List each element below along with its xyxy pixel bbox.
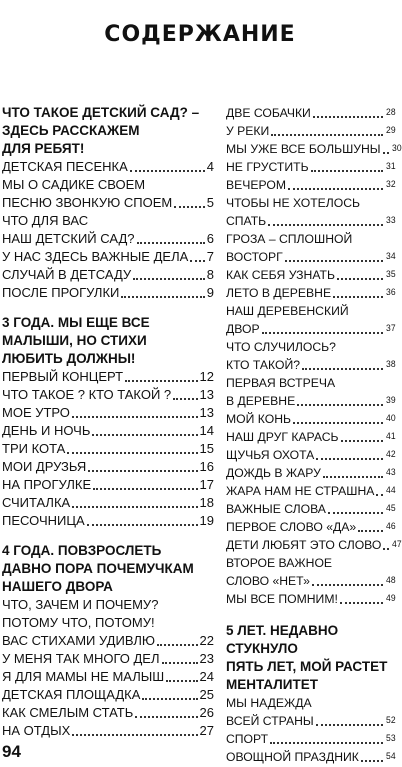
dot-leader [316,458,383,460]
toc-entry[interactable] [226,212,396,230]
toc-entry-title: ЩУЧЬЯ ОХОТА [226,448,315,462]
dot-leader [270,742,383,744]
toc-entry[interactable] [226,464,396,482]
toc-entry-page: 43 [386,467,396,478]
dot-leader [312,584,384,586]
toc-entry-title: ЧТО ТАКОЕ ? КТО ТАКОЙ ? [2,387,172,402]
toc-entry-title: ПЕРВОЕ СЛОВО «ДА» [226,520,357,534]
toc-entry-page: 16 [199,459,214,474]
toc-entry-title: ВАЖНЫЕ СЛОВА [226,502,326,516]
toc-section [2,542,214,740]
toc-entry[interactable] [2,404,214,422]
dot-leader [268,224,383,226]
toc-entry[interactable] [2,284,214,302]
toc-entry-page: 13 [199,405,214,420]
toc-entry-title: В ДЕРЕВНЕ [226,394,296,408]
section-title: ДЛЯ РЕБЯТ! [2,141,85,156]
dot-leader [87,524,198,526]
toc-entry-page: 4 [206,159,214,174]
dot-leader [173,398,197,400]
toc-entry[interactable] [2,158,214,176]
toc-entry-page: 19 [199,513,214,528]
toc-entry-title: ПЕСНЮ ЗВОНКУЮ СПОЕМ [2,195,173,210]
section-title: ПЯТЬ ЛЕТ, МОЙ РАСТЕТ [226,659,388,674]
toc-entry[interactable] [2,704,214,722]
toc-entry-page: 33 [386,215,396,226]
toc-entry-title: МЫ ВСЕ ПОМНИМ! [226,592,338,606]
toc-entry-page: 47 [392,539,402,550]
toc-entry-page: 9 [206,285,214,300]
page-number: 94 [2,742,21,761]
dot-leader [133,278,205,280]
toc-entry-page: 24 [199,669,214,684]
toc-entry-title: ТРИ КОТА [2,441,66,456]
toc-entry-title: У МЕНЯ ТАК МНОГО ДЕЛ [2,651,160,666]
toc-entry[interactable] [226,356,396,374]
toc-entry-page: 17 [199,477,214,492]
toc-entry[interactable] [226,392,396,410]
toc-entry-title: КТО ТАКОЙ? [226,358,301,372]
toc-entry-title: МОЙ КОНЬ [226,412,292,426]
toc-entry-page: 30 [391,143,402,154]
toc-entry-title: ДЕНЬ И НОЧЬ [2,423,91,438]
toc-entry[interactable] [226,158,396,176]
dot-leader [135,716,197,718]
toc-entry-page: 35 [386,269,396,280]
dot-leader [383,152,389,154]
toc-section [2,104,214,302]
section-title: 4 ГОДА. ПОВЗРОСЛЕТЬ [2,543,162,558]
toc-entry[interactable] [226,572,396,590]
dot-leader [302,368,383,370]
dot-leader [72,416,198,418]
toc-entry[interactable] [2,722,214,740]
toc-entry[interactable] [226,500,396,518]
toc-entry[interactable] [226,428,396,446]
toc-entry-page: 38 [386,359,396,370]
toc-entry[interactable] [2,440,214,458]
dot-leader [157,644,198,646]
section-title: ЛЮБИТЬ ДОЛЖНЫ! [2,351,136,366]
toc-entry-page: 32 [386,179,396,190]
toc-entry-page: 28 [386,107,396,118]
toc-entry[interactable] [2,368,214,386]
toc-entry[interactable] [2,668,214,686]
toc-entry-title: НА ОТДЫХ [2,723,71,738]
toc-entry-page: 49 [386,593,396,604]
dot-leader [137,242,205,244]
toc-entry[interactable] [226,748,396,766]
toc-entry-title: ВОСТОРГ [226,250,283,264]
section-title: 3 ГОДА. МЫ ЕЩЕ ВСЕ [2,315,150,330]
dot-leader [166,680,197,682]
toc-entry[interactable] [2,194,214,212]
dot-leader [311,170,384,172]
toc-entry-title: НАШ ДЕТСКИЙ САД? [2,231,135,246]
dot-leader [93,488,197,490]
toc-entry[interactable] [226,712,396,730]
toc-entry-title: НАШ ДРУГ КАРАСЬ [226,430,339,444]
section-title: НАШЕГО ДВОРА [2,579,113,594]
toc-entry-page: 23 [199,651,214,666]
dot-leader [328,512,383,514]
toc-entry-title: ПЕСОЧНИЦА [2,513,85,528]
dot-leader [288,188,383,190]
section-title: 5 ЛЕТ. НЕДАВНО СТУКНУЛО [226,623,339,656]
toc-entry-page: 45 [386,503,396,514]
toc-entry-title: СЛОВО «НЕТ» [226,574,310,588]
toc-entry-page: 48 [386,575,396,586]
section-title: ЗДЕСЬ РАССКАЖЕМ [2,123,140,138]
dot-leader [313,116,384,118]
toc-entry-title: МЫ УЖЕ ВСЕ БОЛЬШУНЫ [226,142,381,156]
toc-entry-title: ЖАРА НАМ НЕ СТРАШНА [226,484,375,498]
toc-entry-page: 14 [199,423,214,438]
toc-entry[interactable] [2,494,214,512]
toc-entry-title: ЛЕТО В ДЕРЕВНЕ [226,286,332,300]
toc-entry[interactable] [226,590,396,608]
toc-entry[interactable] [226,266,396,284]
toc-entry[interactable] [2,632,214,650]
toc-entry[interactable] [226,176,396,194]
toc-entry-page: 18 [199,495,214,510]
toc-entry-page: 22 [199,633,214,648]
toc-entry[interactable] [2,650,214,668]
toc-entry-page: 26 [199,705,214,720]
toc-entry[interactable] [226,104,396,122]
toc-entry-page: 12 [199,369,214,384]
toc-entry-title: ВАС СТИХАМИ УДИВЛЮ [2,633,156,648]
toc-entry-title: Я ДЛЯ МАМЫ НЕ МАЛЫШ [2,669,165,684]
toc-right-column [226,104,402,766]
toc-entry-title-line: ЧТО, ЗАЧЕМ И ПОЧЕМУ? [2,597,159,612]
toc-entry-page: 27 [199,723,214,738]
dot-leader [121,296,204,298]
toc-entry-page: 29 [386,125,396,136]
toc-entry-title: ДВОР [226,322,260,336]
toc-entry-title-line: ГРОЗА – СПЛОШНОЙ [226,232,353,246]
toc-entry[interactable] [2,458,214,476]
toc-entry-page: 53 [386,733,396,744]
dot-leader [297,404,383,406]
toc-entry[interactable] [2,248,214,266]
toc-entry-title-line: ПЕРВАЯ ВСТРЕЧА [226,376,336,390]
toc-entry-page: 42 [386,449,396,460]
toc-entry[interactable] [226,122,396,140]
toc-entry-title: КАК СЕБЯ УЗНАТЬ [226,268,335,282]
toc-entry[interactable] [2,476,214,494]
toc-entry[interactable] [226,536,402,554]
toc-entry[interactable] [2,512,214,530]
toc-entry-title: ОВОЩНОЙ ПРАЗДНИК [226,750,359,764]
toc-entry-title: ДЕТСКАЯ ПЕСЕНКА [2,159,128,174]
toc-entry-page: 37 [386,323,396,334]
dot-leader [142,698,197,700]
toc-entry[interactable] [226,730,396,748]
toc-entry-title-line: НАШ ДЕРЕВЕНСКИЙ [226,304,349,318]
toc-entry-page: 54 [386,751,396,762]
toc-entry[interactable] [2,422,214,440]
toc-entry-page: 34 [386,251,396,262]
toc-entry-title: НА ПРОГУЛКЕ [2,477,92,492]
toc-entry[interactable] [2,386,214,404]
dot-leader [285,260,384,262]
toc-section [2,314,214,530]
toc-entry-title: ПОСЛЕ ПРОГУЛКИ [2,285,120,300]
dot-leader [323,476,384,478]
toc-entry-page: 7 [206,249,214,264]
toc-entry-title: ПЕРВЫЙ КОНЦЕРТ [2,369,124,384]
toc-entry-page: 39 [386,395,396,406]
dot-leader [361,760,384,762]
toc-entry-title: ДВЕ СОБАЧКИ [226,106,311,120]
toc-entry-title-line: ВТОРОЕ ВАЖНОЕ [226,556,333,570]
toc-entry-title: ВЕЧЕРОМ [226,178,287,192]
toc-section [226,622,396,766]
dot-leader [162,662,198,664]
toc-entry-title: У НАС ЗДЕСЬ ВАЖНЫЕ ДЕЛА [2,249,189,264]
section-title: ЧТО ТАКОЕ ДЕТСКИЙ САД? – [2,105,200,120]
section-title: ДАВНО ПОРА ПОЧЕМУЧКАМ [2,561,194,576]
page-title: СОДЕРЖАНИЕ [104,22,296,47]
toc-entry-page: 36 [386,287,396,298]
toc-entry[interactable] [226,446,396,464]
dot-leader [88,470,197,472]
dot-leader [358,530,383,532]
toc-entry-page: 13 [199,387,214,402]
section-title: МЕНТАЛИТЕТ [226,677,318,692]
toc-entry[interactable] [2,266,214,284]
toc-entry[interactable] [226,248,396,266]
dot-leader [130,170,205,172]
toc-entry-page: 41 [386,431,396,442]
dot-leader [72,506,197,508]
toc-left-column [2,104,214,740]
toc-entry-page: 5 [206,195,214,210]
dot-leader [376,494,383,496]
dot-leader [67,452,197,454]
dot-leader [125,380,197,382]
toc-entry-title-line: ПОТОМУ ЧТО, ПОТОМУ! [2,615,155,630]
toc-entry-title: КАК СМЕЛЫМ СТАТЬ [2,705,134,720]
dot-leader [92,434,197,436]
toc-entry-title-line: МЫ О САДИКЕ СВОЕМ [2,177,146,192]
dot-leader [333,296,383,298]
toc-entry-page: 15 [199,441,214,456]
toc-entry-page: 6 [206,231,214,246]
dot-leader [293,422,383,424]
dot-leader [72,734,197,736]
toc-entry-page: 25 [199,687,214,702]
toc-entry-title: СПАТЬ [226,214,267,228]
toc-entry[interactable] [226,518,396,536]
toc-entry-title: ДЕТИ ЛЮБЯТ ЭТО СЛОВО [226,538,382,552]
toc-entry[interactable] [226,320,396,338]
toc-entry-page: 8 [206,267,214,282]
toc-entry-title: ДОЖДЬ В ЖАРУ [226,466,321,480]
toc-entry-title: ВСЕЙ СТРАНЫ [226,714,314,728]
toc-entry[interactable] [2,686,214,704]
dot-leader [174,206,205,208]
toc-entry-title-line: ЧТО СЛУЧИЛОСЬ? [226,340,336,354]
dot-leader [340,602,384,604]
toc-entry-title-line: МЫ НАДЕЖДА [226,696,312,710]
toc-entry-title: СЛУЧАЙ В ДЕТСАДУ [2,267,132,282]
toc-entry[interactable] [226,284,396,302]
dot-leader [383,548,389,550]
toc-entry[interactable] [226,140,402,158]
toc-entry[interactable] [226,482,396,500]
dot-leader [341,440,384,442]
toc-entry-title: У РЕКИ [226,124,270,138]
toc-entry-title: ДЕТСКАЯ ПЛОЩАДКА [2,687,141,702]
toc-entry[interactable] [2,230,214,248]
dot-leader [271,134,383,136]
toc-entry-page: 31 [386,161,396,172]
dot-leader [262,332,384,334]
dot-leader [190,260,204,262]
dot-leader [316,724,384,726]
toc-entry-title-line: ЧТОБЫ НЕ ХОТЕЛОСЬ [226,196,361,210]
dot-leader [337,278,383,280]
toc-entry-title: СПОРТ [226,732,269,746]
toc-entry-title: МОИ ДРУЗЬЯ [2,459,87,474]
toc-entry-title-line: ЧТО ДЛЯ ВАС [2,213,89,228]
toc-entry-title: СЧИТАЛКА [2,495,71,510]
toc-section [226,104,402,608]
toc-entry-title: МОЕ УТРО [2,405,70,420]
toc-entry-page: 52 [386,715,396,726]
toc-entry-title: НЕ ГРУСТИТЬ [226,160,309,174]
toc-entry-page: 46 [386,521,396,532]
toc-entry[interactable] [226,410,396,428]
section-title: МАЛЫШИ, НО СТИХИ [2,333,147,348]
toc-entry-page: 44 [386,485,396,496]
toc-entry-page: 40 [386,413,396,424]
